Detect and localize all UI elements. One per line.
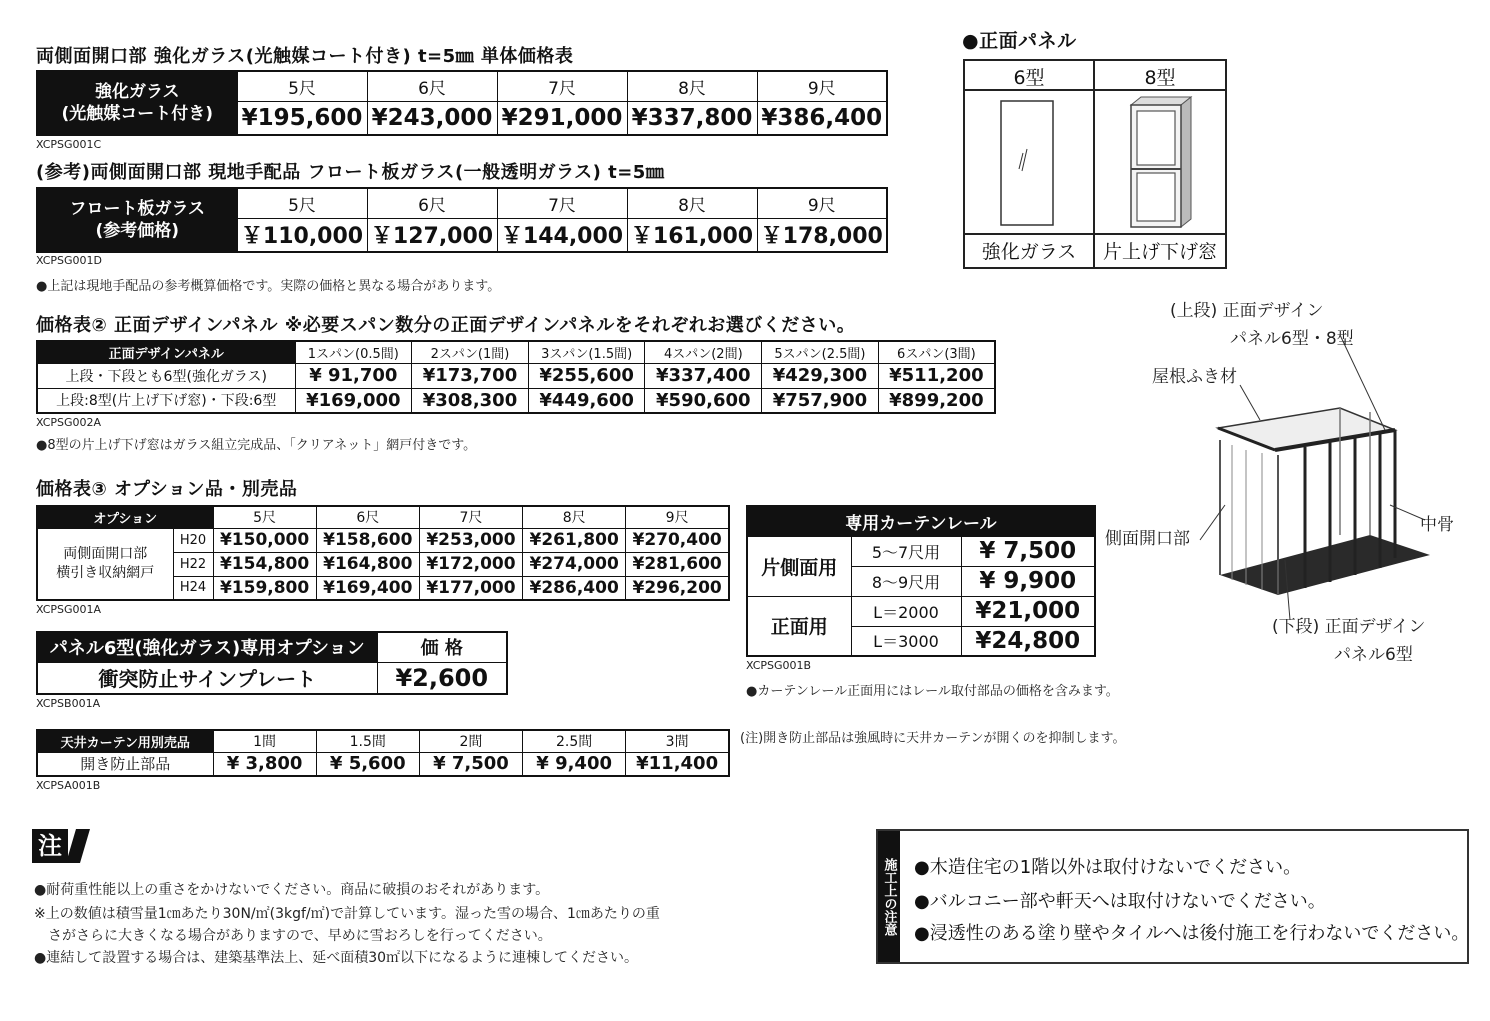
sash-window-icon <box>1095 91 1225 233</box>
table6-price: ¥ 5,600 <box>316 752 419 776</box>
notes-heading: 注 <box>32 829 68 863</box>
table4-header: オプション <box>37 506 213 528</box>
table5-price-header: 価 格 <box>377 632 507 662</box>
table4-size: 5尺 <box>213 506 316 528</box>
table1-label <box>37 71 237 135</box>
table1-size: 6尺 <box>367 71 497 101</box>
panel-divider <box>965 233 1225 235</box>
panel-type: 8型 <box>1144 67 1176 89</box>
table4-size: 9尺 <box>626 506 729 528</box>
table6-price: ¥ 7,500 <box>419 752 522 776</box>
construction-line: ●浸透性のある塗り壁やタイルへは後付施工を行わないでください。 <box>914 923 1470 944</box>
table4-price: ¥261,800 <box>523 528 626 552</box>
notes-line: ●連結して設置する場合は、建築基準法上、延べ面積30㎡以下になるように連棟してください。 <box>34 950 639 966</box>
table5-code: XCPSB001A <box>36 697 101 710</box>
table3-row-label: 上段・下段とも6型(強化ガラス) <box>37 363 295 388</box>
diagram-label: パネル6型 <box>1334 645 1413 665</box>
table5-item: 衝突防止サインプレート <box>37 662 377 694</box>
glass-panel-icon <box>965 91 1093 233</box>
table1-price: ¥386,400 <box>757 101 887 135</box>
table1-size: 7尺 <box>497 71 627 101</box>
table3-row-label: 上段:8型(片上げ下げ窓)・下段:6型 <box>37 388 295 413</box>
table3-span: 1スパン(0.5間) <box>295 341 412 363</box>
curtain-size: 5～7尺用 <box>851 536 961 566</box>
slash-icon <box>66 829 90 863</box>
table4-height: H24 <box>173 576 213 600</box>
table4-size: 8尺 <box>523 506 626 528</box>
table4-price: ¥281,600 <box>626 552 729 576</box>
table4-size: 7尺 <box>419 506 522 528</box>
table4-title: 価格表③ オプション品・別売品 <box>36 479 298 500</box>
table6-size: 2間 <box>419 730 522 752</box>
table6-size: 2.5間 <box>523 730 626 752</box>
construction-box <box>876 829 1469 964</box>
curtain-group-label: 正面用 <box>747 596 851 656</box>
table1-label-line1: 強化ガラス <box>95 82 180 102</box>
table6-size: 1.5間 <box>316 730 419 752</box>
table2-price: ￥144,000 <box>497 218 627 252</box>
curtain-table <box>746 505 1096 657</box>
table3-price: ¥308,300 <box>412 388 529 413</box>
curtain-note-2: (注)開き防止部品は強風時に天井カーテンが開くのを抑制します。 <box>740 731 1126 746</box>
curtain-size: L＝3000 <box>851 626 961 656</box>
table4-height: H20 <box>173 528 213 552</box>
table2 <box>36 187 888 253</box>
curtain-group-label: 片側面用 <box>747 536 851 596</box>
table2-label <box>37 188 237 252</box>
table2-size: 7尺 <box>497 188 627 218</box>
table5 <box>36 631 508 695</box>
table3-span: 5スパン(2.5間) <box>762 341 879 363</box>
construction-line: ●木造住宅の1階以外は取付けないでください。 <box>914 857 1302 878</box>
table3-price: ¥511,200 <box>878 363 995 388</box>
table3-price: ¥429,300 <box>762 363 879 388</box>
table1-price: ¥243,000 <box>367 101 497 135</box>
table4 <box>36 505 730 601</box>
table2-title: (参考)両側面開口部 現地手配品 フロート板ガラス(一般透明ガラス) t=5㎜ <box>36 162 665 183</box>
diagram-label: (上段) 正面デザイン <box>1170 301 1324 321</box>
curtain-code: XCPSG001B <box>746 659 812 672</box>
table4-price: ¥172,000 <box>419 552 522 576</box>
notes-line: ●耐荷重性能以上の重さをかけないでください。商品に破損のおそれがあります。 <box>34 882 550 898</box>
notes-line: ※上の数値は積雪量1㎝あたり30N/㎡(3kgf/㎡)で計算しています。湿った雪の場合、1㎝あたりの重 <box>34 906 660 922</box>
table3-price: ¥757,900 <box>762 388 879 413</box>
curtain-note: ●カーテンレール正面用にはレール取付部品の価格を含みます。 <box>746 684 1119 699</box>
floor-shape <box>1220 535 1430 595</box>
diagram-label: (下段) 正面デザイン <box>1272 617 1426 637</box>
table2-label-line1: フロート板ガラス <box>69 199 205 219</box>
table3-price: ¥169,000 <box>295 388 412 413</box>
table4-price: ¥164,800 <box>316 552 419 576</box>
table6-code: XCPSA001B <box>36 779 101 792</box>
table4-code: XCPSG001A <box>36 603 102 616</box>
diagram-label: パネル6型・8型 <box>1230 329 1354 349</box>
curtain-price: ¥21,000 <box>961 596 1095 626</box>
table2-price: ￥161,000 <box>627 218 757 252</box>
curtain-size: L＝2000 <box>851 596 961 626</box>
table2-size: 8尺 <box>627 188 757 218</box>
panel-name: 片上げ下げ窓 <box>1102 241 1217 263</box>
table3-price: ¥ 91,700 <box>295 363 412 388</box>
table3-span: 6スパン(3間) <box>878 341 995 363</box>
table1-size: 8尺 <box>627 71 757 101</box>
diagram-label: 中骨 <box>1420 515 1454 535</box>
front-panel-box <box>963 59 1227 269</box>
table3-title: 価格表② 正面デザインパネル ※必要スパン数分の正面デザインパネルをそれぞれお選びください。 <box>36 315 856 336</box>
table3-price: ¥449,600 <box>528 388 645 413</box>
table4-price: ¥154,800 <box>213 552 316 576</box>
table4-row-label-line2: 横引き収納網戸 <box>56 564 155 581</box>
table2-price: ￥127,000 <box>367 218 497 252</box>
table1 <box>36 70 888 136</box>
table2-code: XCPSG001D <box>36 254 103 267</box>
table3-note: ●8型の片上げ下げ窓はガラス組立完成品、「クリアネット」網戸付きです。 <box>36 438 477 453</box>
table1-price: ¥195,600 <box>237 101 367 135</box>
panel-name: 強化ガラス <box>981 241 1077 263</box>
table3-code: XCPSG002A <box>36 416 102 429</box>
diagram-label: 屋根ふき材 <box>1152 367 1237 387</box>
table4-price: ¥270,400 <box>626 528 729 552</box>
table5-price: ¥2,600 <box>377 662 507 694</box>
curtain-price: ¥ 9,900 <box>961 566 1095 596</box>
table3-price: ¥255,600 <box>528 363 645 388</box>
front-panel-title: ●正面パネル <box>962 30 1077 52</box>
construction-side-label: 施工上の注意 <box>878 831 900 962</box>
table4-price: ¥158,600 <box>316 528 419 552</box>
table2-size: 9尺 <box>757 188 887 218</box>
table1-price: ¥337,800 <box>627 101 757 135</box>
table4-price: ¥286,400 <box>523 576 626 600</box>
table3-price: ¥590,600 <box>645 388 762 413</box>
table3-price: ¥173,700 <box>412 363 529 388</box>
table2-note: ●上記は現地手配品の参考概算価格です。実際の価格と異なる場合があります。 <box>36 279 501 294</box>
diagram-label: 側面開口部 <box>1105 529 1190 549</box>
table6-size: 3間 <box>626 730 729 752</box>
table3-price: ¥337,400 <box>645 363 762 388</box>
table4-height: H22 <box>173 552 213 576</box>
table2-size: 5尺 <box>237 188 367 218</box>
table2-price: ￥110,000 <box>237 218 367 252</box>
table6-price: ¥11,400 <box>626 752 729 776</box>
table4-size: 6尺 <box>316 506 419 528</box>
panel-type: 6型 <box>1013 67 1045 89</box>
table3-span: 3スパン(1.5間) <box>528 341 645 363</box>
table4-price: ¥253,000 <box>419 528 522 552</box>
table2-price: ￥178,000 <box>757 218 887 252</box>
curtain-price: ¥24,800 <box>961 626 1095 656</box>
table4-price: ¥169,400 <box>316 576 419 600</box>
table4-price: ¥296,200 <box>626 576 729 600</box>
table1-size: 5尺 <box>237 71 367 101</box>
table3-span: 2スパン(1間) <box>412 341 529 363</box>
curtain-price: ¥ 7,500 <box>961 536 1095 566</box>
table4-price: ¥274,000 <box>523 552 626 576</box>
table6-size: 1間 <box>213 730 316 752</box>
table4-price: ¥159,800 <box>213 576 316 600</box>
table6 <box>36 729 730 777</box>
table1-size: 9尺 <box>757 71 887 101</box>
table1-code: XCPSG001C <box>36 138 102 151</box>
table4-row-label <box>37 528 173 600</box>
table1-price: ¥291,000 <box>497 101 627 135</box>
table5-header: パネル6型(強化ガラス)専用オプション <box>37 632 377 662</box>
table1-title: 両側面開口部 強化ガラス(光触媒コート付き) t=5㎜ 単体価格表 <box>36 46 574 67</box>
construction-line: ●バルコニー部や軒天へは取付けないでください。 <box>914 891 1326 912</box>
table4-row-label-line1: 両側面開口部 <box>63 545 148 562</box>
curtain-size: 8～9尺用 <box>851 566 961 596</box>
table3-span: 4スパン(2間) <box>645 341 762 363</box>
curtain-header: 専用カーテンレール <box>747 506 1095 536</box>
table6-item: 開き防止部品 <box>37 752 213 776</box>
table4-price: ¥177,000 <box>419 576 522 600</box>
table2-label-line2: (参考価格) <box>95 221 180 241</box>
table2-size: 6尺 <box>367 188 497 218</box>
table3 <box>36 340 996 414</box>
table1-label-line2: (光触媒コート付き) <box>61 104 214 124</box>
table6-price: ¥ 3,800 <box>213 752 316 776</box>
table4-price: ¥150,000 <box>213 528 316 552</box>
table6-price: ¥ 9,400 <box>523 752 626 776</box>
table3-header: 正面デザインパネル <box>37 341 295 363</box>
table3-price: ¥899,200 <box>878 388 995 413</box>
table6-header: 天井カーテン用別売品 <box>37 730 213 752</box>
notes-line: さがさらに大きくなる場合がありますので、早めに雪おろしを行ってください。 <box>34 928 552 944</box>
